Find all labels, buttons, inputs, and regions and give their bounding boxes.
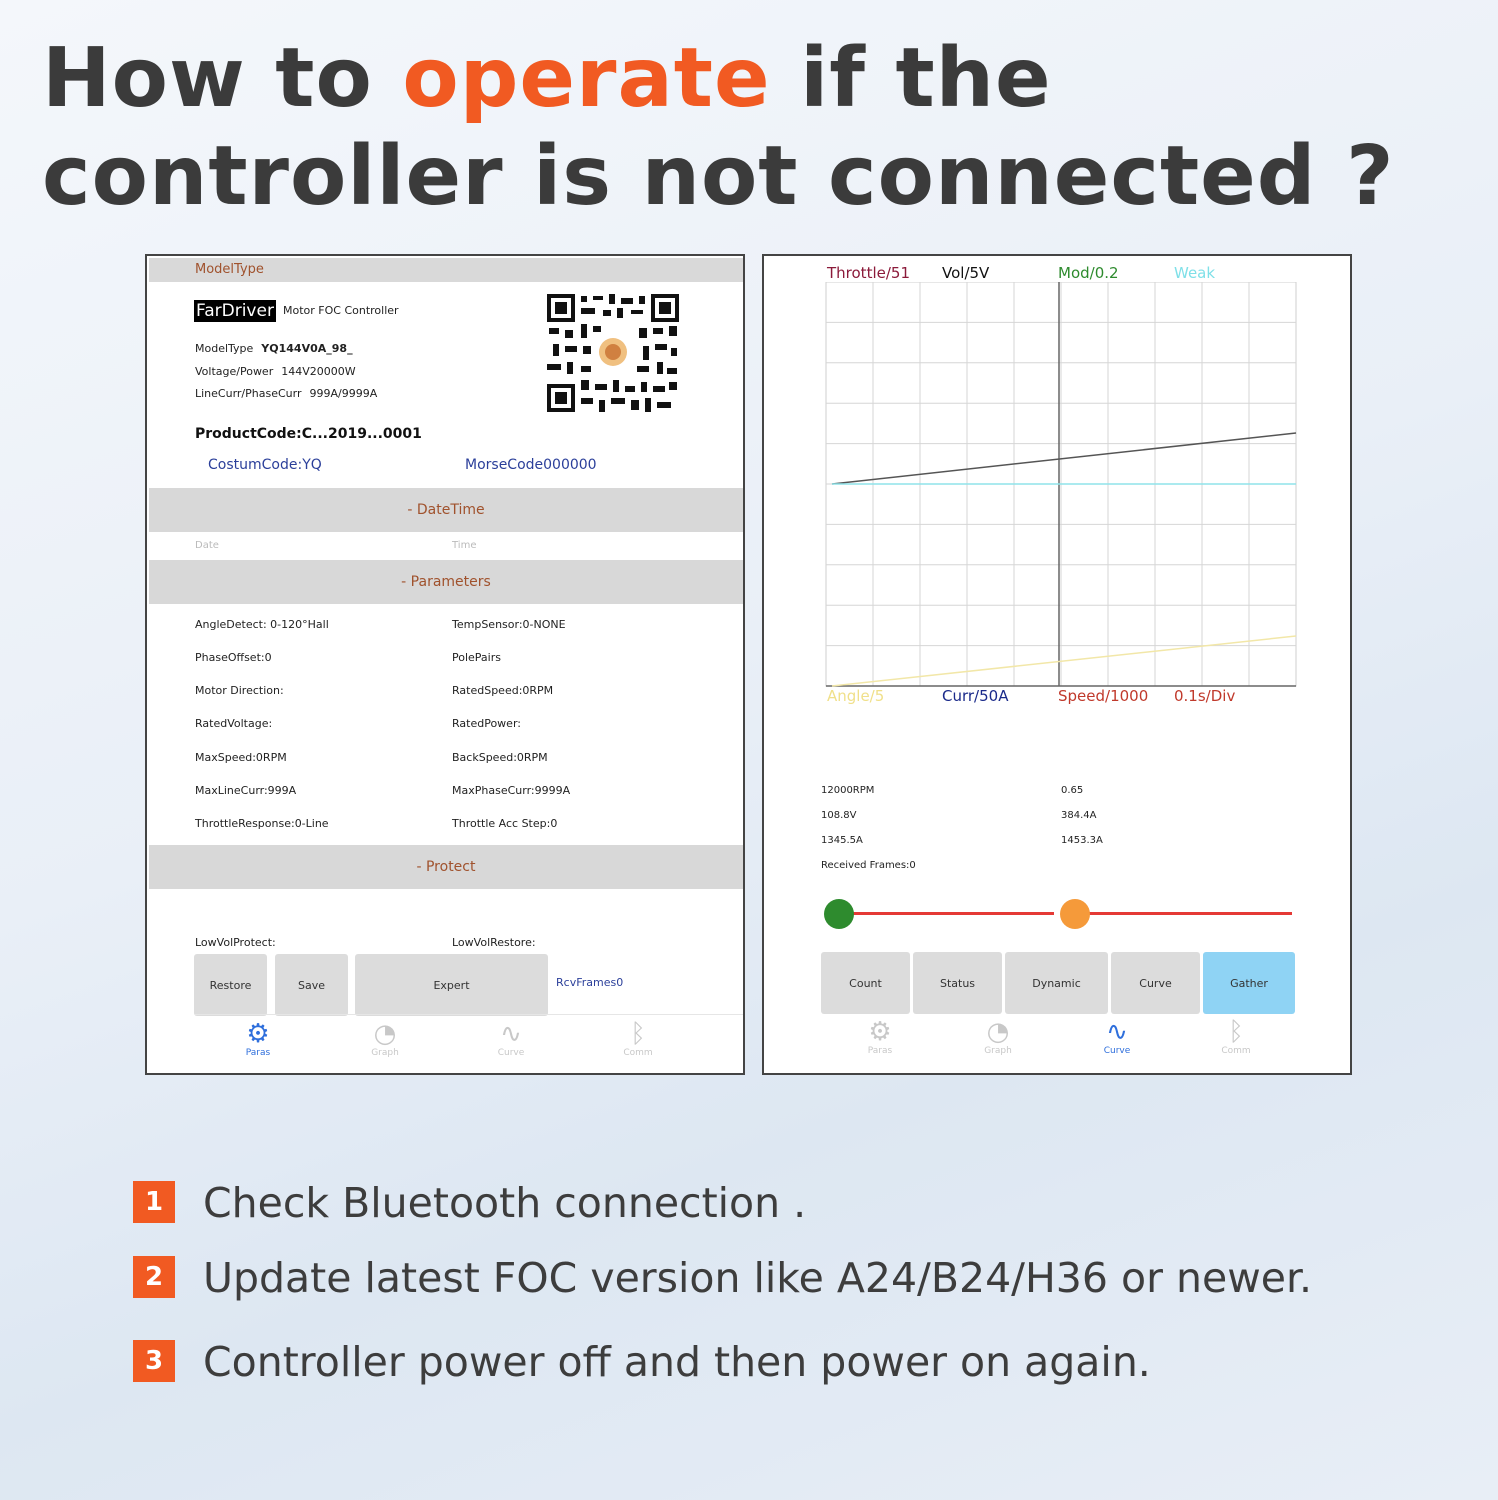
- tab-curve[interactable]: ∿ Curve: [481, 1020, 541, 1058]
- brand-subtitle: Motor FOC Controller: [283, 304, 399, 317]
- legend-time-div: 0.1s/Div: [1174, 687, 1236, 705]
- info-voltage-power: Voltage/Power 144V20000W: [195, 365, 356, 378]
- tab-paras[interactable]: ⚙ Paras: [228, 1020, 288, 1058]
- step-number: 1: [133, 1181, 175, 1223]
- legend-mod: Mod/0.2: [1058, 264, 1119, 282]
- info-model-type: ModelType YQ144V0A_98_: [195, 342, 353, 355]
- stat-value: 1453.3A: [1061, 835, 1103, 846]
- top-bar-title: ModelType: [195, 262, 264, 277]
- gear-icon: ⚙: [246, 1019, 270, 1049]
- wave-icon: ∿: [500, 1019, 522, 1049]
- rcv-frames: RcvFrames0: [556, 976, 624, 989]
- legend-curr: Curr/50A: [942, 687, 1009, 705]
- oscilloscope-graph: [824, 282, 1300, 688]
- stat-value: 12000RPM: [821, 785, 875, 796]
- section-datetime[interactable]: - DateTime: [149, 488, 743, 532]
- param-right: Throttle Acc Step:0: [452, 817, 558, 830]
- bluetooth-icon: ᛒ: [1228, 1017, 1244, 1047]
- top-bar: [149, 258, 743, 282]
- restore-button[interactable]: Restore: [194, 954, 267, 1016]
- legend-throttle: Throttle/51: [827, 264, 910, 282]
- param-right: MaxPhaseCurr:9999A: [452, 784, 571, 797]
- step-text: Controller power off and then power on again.: [203, 1338, 1151, 1386]
- param-left: MaxSpeed:0RPM: [195, 751, 287, 764]
- param-right: TempSensor:0-NONE: [452, 618, 566, 631]
- gather-button[interactable]: Gather: [1203, 952, 1295, 1014]
- param-left: RatedVoltage:: [195, 717, 273, 730]
- costum-code: CostumCode:YQ: [208, 457, 322, 473]
- legend-vol: Vol/5V: [942, 264, 990, 282]
- wave-icon: ∿: [1106, 1017, 1128, 1047]
- tab-paras[interactable]: ⚙ Paras: [850, 1018, 910, 1056]
- param-left: ThrottleResponse:0-Line: [195, 817, 329, 830]
- param-right: BackSpeed:0RPM: [452, 751, 548, 764]
- slider-handle-right[interactable]: [1060, 899, 1090, 929]
- step-text: Check Bluetooth connection .: [203, 1179, 807, 1227]
- tab-curve[interactable]: ∿ Curve: [1087, 1018, 1147, 1056]
- save-button[interactable]: Save: [275, 954, 348, 1016]
- stat-value: 384.4A: [1061, 810, 1097, 821]
- bluetooth-icon: ᛒ: [630, 1019, 646, 1049]
- headline: [42, 30, 1482, 226]
- headline-part1: How to: [42, 31, 403, 126]
- time-label: Time: [452, 540, 477, 551]
- low-vol-restore-label: LowVolRestore:: [452, 936, 536, 949]
- expert-button[interactable]: Expert: [355, 954, 548, 1016]
- gauge-icon: ◔: [373, 1019, 397, 1049]
- info-line-phase-curr: LineCurr/PhaseCurr 999A/9999A: [195, 387, 378, 400]
- tabbar-divider: [195, 1014, 743, 1015]
- stat-value: 108.8V: [821, 810, 857, 821]
- brand-logo: FarDriver: [196, 301, 274, 321]
- stat-value: 0.65: [1061, 785, 1084, 796]
- tab-comm[interactable]: ᛒ Comm: [608, 1020, 668, 1058]
- tab-comm[interactable]: ᛒ Comm: [1206, 1018, 1266, 1056]
- tab-graph[interactable]: ◔ Graph: [355, 1020, 415, 1058]
- param-left: Motor Direction:: [195, 684, 284, 697]
- received-frames: Received Frames:0: [821, 860, 916, 871]
- param-left: PhaseOffset:0: [195, 651, 272, 664]
- product-code: ProductCode:C...2019...0001: [195, 426, 422, 442]
- gear-icon: ⚙: [868, 1017, 892, 1047]
- param-right: RatedPower:: [452, 717, 521, 730]
- slider-handle-left[interactable]: [824, 899, 854, 929]
- param-right: RatedSpeed:0RPM: [452, 684, 554, 697]
- low-vol-protect-label: LowVolProtect:: [195, 936, 276, 949]
- qr-code-icon: [547, 294, 679, 412]
- step-text: Update latest FOC version like A24/B24/H36 or newer.: [203, 1254, 1313, 1302]
- param-left: AngleDetect: 0-120°Hall: [195, 618, 329, 631]
- section-parameters[interactable]: - Parameters: [149, 560, 743, 604]
- section-protect[interactable]: - Protect: [149, 845, 743, 889]
- headline-part2: if the controller is not connected ?: [42, 31, 1395, 224]
- headline-highlight: operate: [402, 31, 771, 126]
- gauge-icon: ◔: [986, 1017, 1010, 1047]
- date-label: Date: [195, 540, 219, 551]
- param-right: PolePairs: [452, 651, 501, 664]
- curve-screen: [762, 254, 1352, 1075]
- curve-button[interactable]: Curve: [1111, 952, 1200, 1014]
- slider-track-right[interactable]: [1074, 912, 1292, 915]
- param-left: MaxLineCurr:999A: [195, 784, 297, 797]
- paras-screen: [145, 254, 745, 1075]
- status-button[interactable]: Status: [913, 952, 1002, 1014]
- count-button[interactable]: Count: [821, 952, 910, 1014]
- legend-speed: Speed/1000: [1058, 687, 1149, 705]
- morse-code: MorseCode000000: [465, 457, 597, 473]
- legend-angle: Angle/5: [827, 687, 885, 705]
- legend-weak: Weak: [1174, 264, 1216, 282]
- tab-graph[interactable]: ◔ Graph: [968, 1018, 1028, 1056]
- dynamic-button[interactable]: Dynamic: [1005, 952, 1108, 1014]
- step-number: 3: [133, 1340, 175, 1382]
- step-number: 2: [133, 1256, 175, 1298]
- stat-value: 1345.5A: [821, 835, 863, 846]
- slider-track-left[interactable]: [838, 912, 1054, 915]
